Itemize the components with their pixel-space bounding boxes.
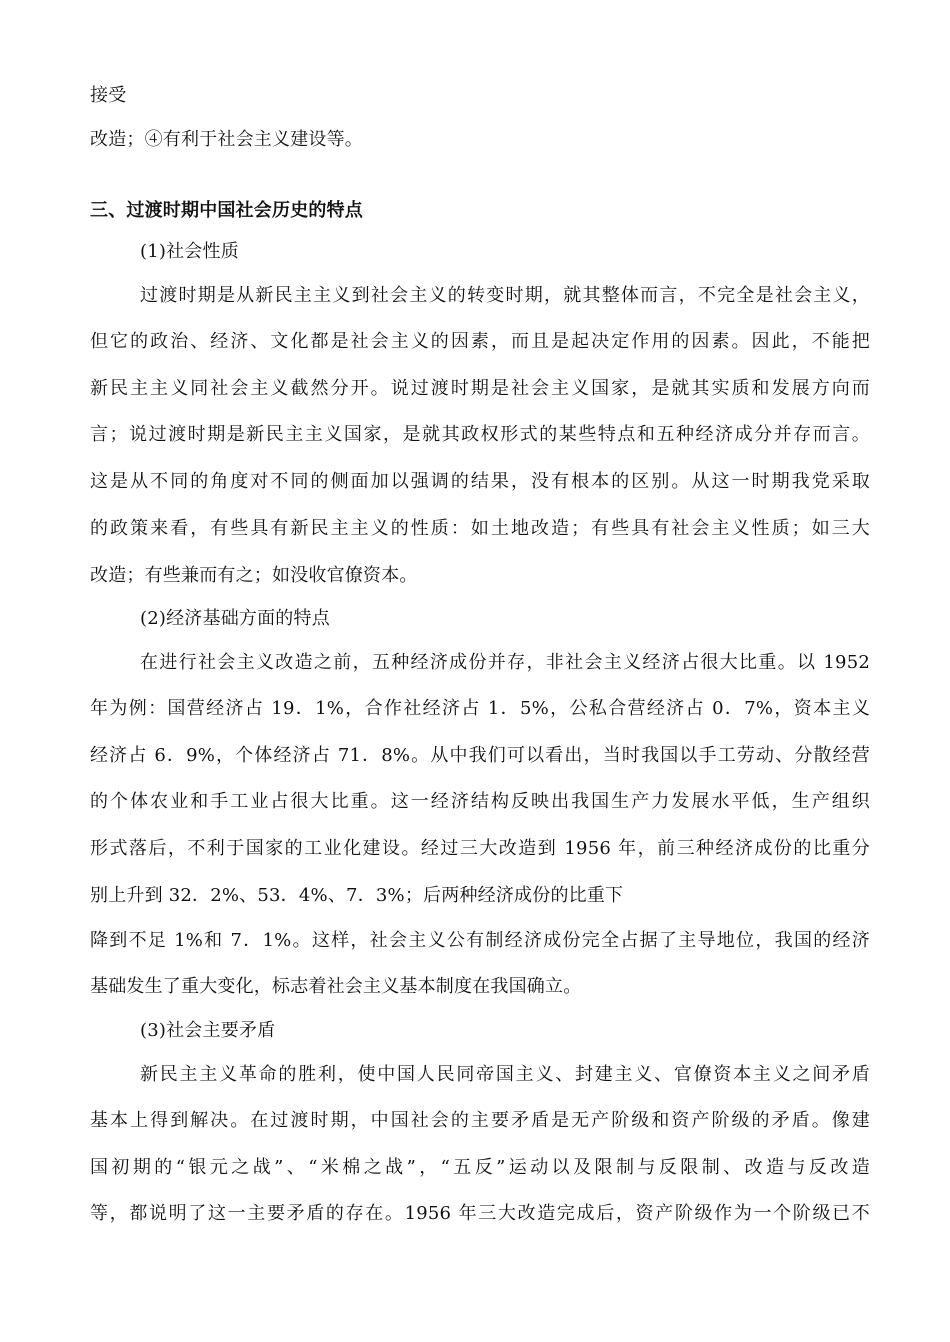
paragraph-line: 的个体农业和手工业占很大比重。这一经济结构反映出我国生产力发展水平低，生产组织 xyxy=(90,791,870,812)
paragraph-line: 新民主主义同社会主义截然分开。说过渡时期是社会主义国家，是就其实质和发展方向而 xyxy=(90,378,870,399)
paragraph-line: 新民主主义革命的胜利，使中国人民同帝国主义、封建主义、官僚资本主义之间矛盾 xyxy=(140,1064,870,1085)
paragraph-line: 改造；有些兼而有之；如没收官僚资本。 xyxy=(90,565,418,586)
subsection-heading: (2)经济基础方面的特点 xyxy=(140,608,330,629)
text-line: 改造；④有利于社会主义建设等。 xyxy=(90,129,363,150)
paragraph-line: 这是从不同的角度对不同的侧面加以强调的结果，没有根本的区别。从这一时期我党采取 xyxy=(90,471,870,492)
paragraph-line: 的政策来看，有些具有新民主主义的性质：如土地改造；有些具有社会主义性质；如三大 xyxy=(90,518,870,539)
text-line: 接受 xyxy=(90,85,127,106)
paragraph-line: 别上升到 32．2%、53．4%、7．3%；后两种经济成份的比重下 xyxy=(90,885,624,906)
paragraph-line: 降到不足 1%和 7．1%。这样，社会主义公有制经济成份完全占据了主导地位，我国的经济 xyxy=(90,930,870,951)
paragraph-line: 过渡时期是从新民主主义到社会主义的转变时期，就其整体而言，不完全是社会主义， xyxy=(140,285,870,306)
subsection-heading: (1)社会性质 xyxy=(140,241,239,262)
paragraph-line: 言；说过渡时期是新民主主义国家，是就其政权形式的某些特点和五种经济成分并存而言。 xyxy=(90,424,870,445)
paragraph-line: 国初期的“银元之战”、“米棉之战”，“五反”运动以及限制与反限制、改造与反改造 xyxy=(90,1157,870,1178)
paragraph-line: 在进行社会主义改造之前，五种经济成份并存，非社会主义经济占很大比重。以 1952 xyxy=(140,652,870,673)
paragraph-line: 经济占 6．9%，个体经济占 71．8%。从中我们可以看出，当时我国以手工劳动、分散经营 xyxy=(90,745,870,766)
paragraph-line: 形式落后，不利于国家的工业化建设。经过三大改造到 1956 年，前三种经济成份的比重分 xyxy=(90,838,870,859)
subsection-heading: (3)社会主要矛盾 xyxy=(140,1020,276,1041)
paragraph-line: 基本上得到解决。在过渡时期，中国社会的主要矛盾是无产阶级和资产阶级的矛盾。像建 xyxy=(90,1110,870,1131)
section-heading: 三、过渡时期中国社会历史的特点 xyxy=(90,200,363,221)
paragraph-line: 但它的政治、经济、文化都是社会主义的因素，而且是起决定作用的因素。因此，不能把 xyxy=(90,331,870,352)
paragraph-line: 等，都说明了这一主要矛盾的存在。1956 年三大改造完成后，资产阶级作为一个阶级已不 xyxy=(90,1203,870,1224)
paragraph-line: 基础发生了重大变化，标志着社会主义基本制度在我国确立。 xyxy=(90,976,582,997)
paragraph-line: 年为例：国营经济占 19．1%，合作社经济占 1．5%，公私合营经济占 0．7%，资本主义 xyxy=(90,698,870,719)
